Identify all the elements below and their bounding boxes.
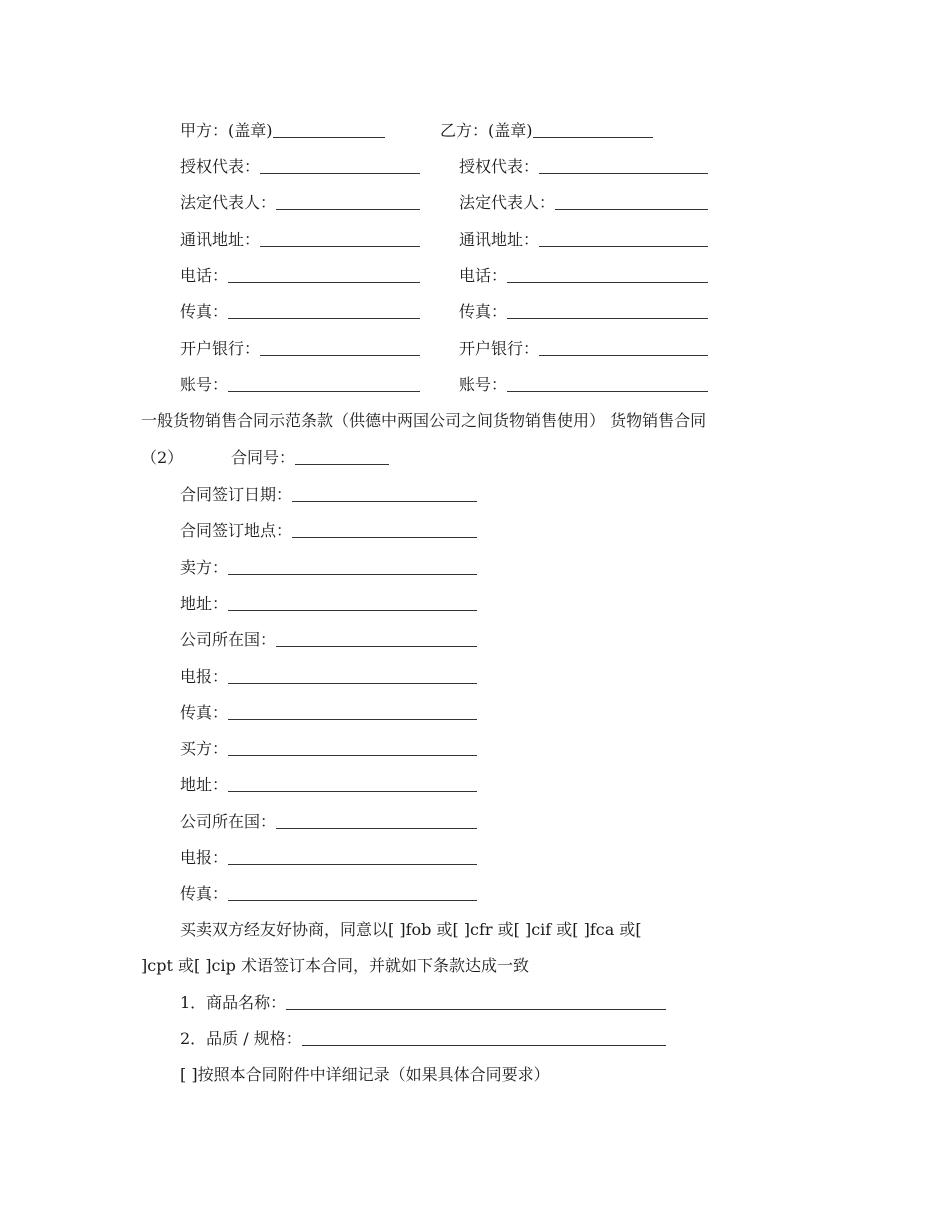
contract-field	[180, 846, 477, 870]
contract-number-field	[231, 446, 389, 470]
signature-right-label: 账号：	[459, 375, 508, 394]
signature-right-label: 开户银行：	[459, 339, 540, 358]
signature-right-blank[interactable]	[539, 228, 708, 247]
item-2-label: 2．品质 / 规格：	[180, 1029, 302, 1048]
signature-left-label: 通讯地址：	[180, 230, 261, 249]
signature-left-blank[interactable]	[260, 155, 420, 174]
contract-field-blank[interactable]	[292, 483, 477, 502]
contract-field-label: 电报：	[180, 848, 229, 867]
item-1	[180, 991, 666, 1015]
signature-left-blank[interactable]	[276, 191, 420, 210]
signature-left	[180, 191, 420, 215]
signature-left-blank[interactable]	[260, 337, 420, 356]
signature-left-blank[interactable]	[260, 228, 420, 247]
contract-field-label: 合同签订地点：	[180, 521, 293, 540]
contract-field-row	[0, 483, 950, 507]
contract-field-label: 买方：	[180, 739, 229, 758]
party-a-seal-blank[interactable]	[273, 119, 385, 138]
contract-field-row	[0, 556, 950, 580]
contract-field-blank[interactable]	[276, 810, 477, 829]
signature-row	[0, 155, 950, 179]
signature-row	[0, 337, 950, 361]
party-a-seal	[180, 119, 385, 143]
contract-title: 一般货物销售合同示范条款（供德中两国公司之间货物销售使用） 货物销售合同	[141, 411, 707, 430]
signature-right-blank[interactable]	[507, 264, 708, 283]
contract-field-label: 合同签订日期：	[180, 485, 293, 504]
contract-field-blank[interactable]	[228, 665, 477, 684]
signature-left	[180, 155, 420, 179]
contract-field	[180, 665, 477, 689]
signature-right-label: 通讯地址：	[459, 230, 540, 249]
signature-right	[459, 191, 708, 215]
contract-field-blank[interactable]	[292, 519, 477, 538]
signature-right-label: 传真：	[459, 302, 508, 321]
contract-field-blank[interactable]	[228, 882, 477, 901]
contract-field-label: 公司所在国：	[180, 630, 277, 649]
agreement-line-2: ]cpt 或[ ]cip 术语签订本合同，并就如下条款达成一致	[141, 956, 529, 975]
item-1-row	[0, 991, 950, 1015]
contract-field	[180, 810, 477, 834]
signature-right	[459, 300, 708, 324]
signature-right-blank[interactable]	[539, 155, 708, 174]
contract-field	[180, 483, 477, 507]
signature-right	[459, 337, 708, 361]
contract-field-row	[0, 737, 950, 761]
signature-right-blank[interactable]	[555, 191, 708, 210]
signature-right-blank[interactable]	[539, 337, 708, 356]
contract-field-row	[0, 665, 950, 689]
signature-row	[0, 300, 950, 324]
contract-field	[180, 628, 477, 652]
agreement-line-1: 买卖双方经友好协商，同意以[ ]fob 或[ ]cfr 或[ ]cif 或[ ]fca 或[	[180, 920, 642, 939]
signature-right-label: 法定代表人：	[459, 193, 556, 212]
party-b-seal-label: 乙方：(盖章)	[440, 121, 533, 140]
contract-field-row	[0, 701, 950, 725]
signature-left-label: 开户银行：	[180, 339, 261, 358]
contract-field-label: 地址：	[180, 594, 229, 613]
contract-title-suffix: （2）	[141, 448, 184, 467]
contract-field-row	[0, 882, 950, 906]
contract-field-blank[interactable]	[228, 592, 477, 611]
signature-row	[0, 264, 950, 288]
signature-left	[180, 337, 420, 361]
party-a-seal-label: 甲方：(盖章)	[180, 121, 273, 140]
contract-field-label: 传真：	[180, 703, 229, 722]
item-2	[180, 1027, 666, 1051]
signature-left-blank[interactable]	[228, 373, 420, 392]
signature-left	[180, 373, 420, 397]
contract-field-label: 卖方：	[180, 558, 229, 577]
contract-field-label: 公司所在国：	[180, 812, 277, 831]
signature-row	[0, 373, 950, 397]
signature-left-label: 传真：	[180, 302, 229, 321]
contract-field	[180, 592, 477, 616]
signature-left-label: 法定代表人：	[180, 193, 277, 212]
contract-field	[180, 882, 477, 906]
signature-right	[459, 155, 708, 179]
item-note: [ ]按照本合同附件中详细记录（如果具体合同要求）	[180, 1065, 550, 1084]
signature-left-blank[interactable]	[228, 300, 420, 319]
signature-row	[0, 191, 950, 215]
contract-field	[180, 556, 477, 580]
contract-number-label: 合同号：	[231, 448, 296, 467]
contract-field-row	[0, 810, 950, 834]
signature-right	[459, 264, 708, 288]
signature-right-blank[interactable]	[507, 300, 708, 319]
signature-left	[180, 300, 420, 324]
signature-right	[459, 228, 708, 252]
signature-left-label: 账号：	[180, 375, 229, 394]
signature-left-label: 电话：	[180, 266, 229, 285]
contract-field-row	[0, 592, 950, 616]
signature-right-blank[interactable]	[507, 373, 708, 392]
signature-right	[459, 373, 708, 397]
signature-right-label: 授权代表：	[459, 157, 540, 176]
party-b-seal-blank[interactable]	[533, 119, 653, 138]
contract-field-row	[0, 628, 950, 652]
contract-field	[180, 773, 477, 797]
contract-field-blank[interactable]	[228, 701, 477, 720]
item-2-row	[0, 1027, 950, 1051]
contract-field	[180, 519, 477, 543]
signature-left	[180, 264, 420, 288]
signature-right-label: 电话：	[459, 266, 508, 285]
contract-field-label: 电报：	[180, 667, 229, 686]
party-b-seal	[440, 119, 653, 143]
contract-field-row	[0, 773, 950, 797]
contract-field	[180, 701, 477, 725]
contract-field-blank[interactable]	[228, 773, 477, 792]
contract-number-row	[0, 446, 950, 470]
contract-field-blank[interactable]	[228, 737, 477, 756]
contract-field-row	[0, 846, 950, 870]
item-1-label: 1．商品名称：	[180, 993, 287, 1012]
item-2-blank[interactable]	[302, 1027, 666, 1046]
contract-number-blank[interactable]	[295, 446, 389, 465]
contract-field-label: 传真：	[180, 884, 229, 903]
signature-row	[0, 228, 950, 252]
contract-field-blank[interactable]	[228, 846, 477, 865]
signature-left-label: 授权代表：	[180, 157, 261, 176]
contract-field	[180, 737, 477, 761]
contract-field-blank[interactable]	[276, 628, 477, 647]
signature-left	[180, 228, 420, 252]
signature-left-blank[interactable]	[228, 264, 420, 283]
signature-row-seal	[0, 119, 950, 143]
contract-field-label: 地址：	[180, 775, 229, 794]
item-1-blank[interactable]	[286, 991, 666, 1010]
contract-field-blank[interactable]	[228, 556, 477, 575]
contract-field-row	[0, 519, 950, 543]
